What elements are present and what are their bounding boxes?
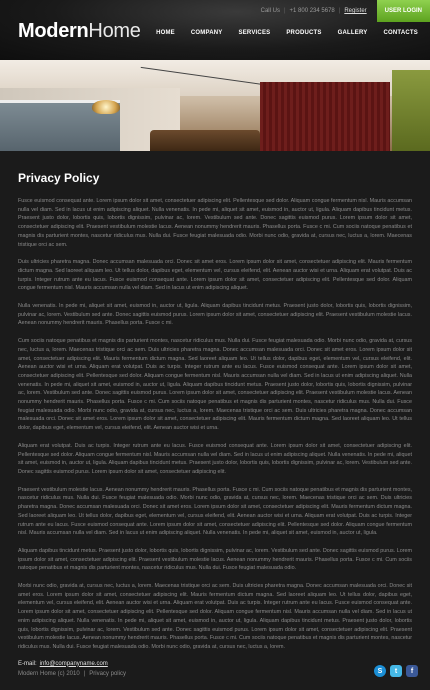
policy-paragraph: Nulla venenatis. In pede mi, aliquet sit amet, euismod in, auctor ut, ligula. Aliquam dapibus tincidunt metus. Praesent justo dolor, lobortis quis, lobortis dignissim, pulvinar ac, lorem. Vestibulum sed ante. Donec sagittis euismod purus. Lorem ipsum dolor sit amet, consectetuer adipiscing elit. Praesent vestibulum molestie lacus. Aenean nonummy hendrerit mauris. Phasellus porta. Fusce c mi. — [18, 303, 412, 327]
phone-number: +1 800 234 5678 — [289, 8, 335, 14]
nav-home[interactable]: HOME — [156, 30, 175, 36]
page-title: Privacy Policy — [18, 171, 100, 185]
twitter-icon[interactable]: t — [390, 665, 402, 677]
email-link[interactable]: info@companyname.com — [39, 660, 108, 667]
policy-paragraph: Duis ultricies pharetra magna. Donec accumsan malesuada orci. Donec sit amet eros. Lorem ipsum dolor sit amet, consectetuer adipiscing elit. Mauris fermentum dictum magna. Sed laoreet aliquam leo. Ut tellus dolor, dapibus eget, elementum vel, cursus eleifend, elit. Aenean auctor wisi et urna. Aliquam erat volutpat. Duis ac turpis. Integer rutrum ante eu lacus. Fusce euismod consequat ante. Lorem ipsum dolor sit amet, consectetuer adipiscing elit. Pellentesque sed dolor. Aliquam congue fermentum nisl. Mauris accumsan nulla vel diam. Sed in lacus ut enim adipiscing aliquet. — [18, 259, 412, 292]
register-link[interactable]: Register — [344, 8, 367, 14]
hero-green-panel — [392, 70, 430, 151]
nav-company[interactable]: COMPANY — [190, 30, 223, 36]
policy-paragraph: Fusce euismod consequat ante. Lorem ipsum dolor sit amet, consectetuer adipiscing elit. Pellentesque sed dolor. Aliquam congue fermentum nisl. Mauris accumsan nulla vel diam. Sed in lacus ut enim adipiscing aliquet. Nulla venenatis. In pede mi, aliquet sit amet, euismod in, auctor ut, ligula. Aliquam dapibus tincidunt metus. Praesent justo dolor, lobortis quis, lobortis dignissim, pulvinar ac, lorem. Vestibulum sed ante. Donec sagittis euismod purus. Lorem ipsum dolor sit amet, consectetuer adipiscing elit. Praesent vestibulum molestie lacus. Aenean nonummy hendrerit mauris. Phasellus porta. Fusce c mi. Cum sociis natoque penatibus et magnis dis parturient montes, nascetur ridiculus mus. Nulla dui. Fusce feugiat malesuada odio. Morbi nunc odio, gravida at, cursus nec, luctus a, lorem. Maecenas tristique orci ac sem. — [18, 198, 412, 248]
skype-icon[interactable]: S — [374, 665, 386, 677]
hero-red-wall — [260, 82, 390, 151]
main-nav — [148, 28, 426, 38]
hero-chandelier — [92, 100, 120, 114]
main-content — [0, 151, 430, 667]
email-label: E-mail: — [18, 660, 37, 667]
logo-part-modern: Modern — [18, 20, 89, 42]
user-login-button[interactable]: USER LOGIN — [377, 0, 430, 22]
logo-part-home: Home — [88, 20, 141, 42]
copyright — [18, 671, 126, 677]
nav-gallery[interactable]: GALLERY — [337, 30, 368, 36]
hero-table — [150, 130, 260, 151]
site-logo[interactable] — [18, 20, 141, 43]
social-links — [374, 665, 418, 677]
nav-products[interactable]: PRODUCTS — [286, 30, 322, 36]
nav-contacts[interactable]: CONTACTS — [383, 30, 418, 36]
facebook-icon[interactable]: f — [406, 665, 418, 677]
policy-paragraph: Cum sociis natoque penatibus et magnis dis parturient montes, nascetur ridiculus mus. Nulla dui. Fusce feugiat malesuada odio. Morbi nunc odio, gravida at, cursus nec, luctus a, lorem. Maecenas tristique orci ac sem. Duis ultricies pharetra magna. Donec accumsan malesuada orci. Donec sit amet eros. Lorem ipsum dolor sit amet, consectetuer adipiscing elit. Mauris fermentum dictum magna. Sed laoreet aliquam leo. Ut tellus dolor, dapibus eget, elementum vel, cursus eleifend, elit. Aenean auctor wisi et urna. Aliquam erat volutpat. Duis ac turpis. Integer rutrum ante eu lacus. Fusce euismod consequat ante. Lorem ipsum dolor sit amet, consectetuer adipiscing elit. Pellentesque sed dolor. Aliquam congue fermentum nisl. Mauris accumsan nulla vel diam. Sed in lacus ut enim adipiscing aliquet. Nulla venenatis. In pede mi, aliquet sit amet, euismod in, auctor ut, ligula. Aliquam dapibus tincidunt metus. Praesent justo dolor, lobortis quis, lobortis dignissim, pulvinar ac, lorem. Vestibulum sed ante. Donec sagittis euismod purus. Lorem ipsum dolor sit amet, consectetuer adipiscing elit. Praesent vestibulum molestie lacus. Aenean nonummy hendrerit mauris. Phasellus porta. Fusce c mi. Cum sociis natoque penatibus et magnis dis parturient montes, nascetur ridiculus mus. Nulla dui. Fusce feugiat malesuada odio. Morbi nunc odio, gravida at, cursus nec, luctus a, lorem. Maecenas tristique orci ac sem. Duis ultricies pharetra magna. Donec accumsan malesuada orci. Donec sit amet eros. Lorem ipsum dolor sit amet, consectetuer adipiscing elit. Mauris fermentum dictum magna. Sed laoreet aliquam leo. Ut tellus dolor, dapibus eget, elementum vel, cursus eleifend, elit. Aenean auctor wisi et urna. — [18, 338, 412, 432]
hero-banner-image — [0, 60, 430, 151]
site-header — [0, 0, 430, 60]
separator: | — [83, 671, 86, 677]
top-bar — [261, 0, 430, 22]
policy-paragraph: Morbi nunc odio, gravida at, cursus nec, luctus a, lorem. Maecenas tristique orci ac sem. Duis ultricies pharetra magna. Donec accumsan malesuada orci. Donec sit amet eros. Lorem ipsum dolor sit amet, consectetuer adipiscing elit. Mauris fermentum dictum magna. Sed laoreet aliquam leo. Ut tellus dolor, dapibus eget, elementum vel, cursus eleifend, elit. Aenean auctor wisi et urna. Aliquam erat volutpat. Duis ac turpis. Integer rutrum ante eu lacus. Fusce euismod consequat ante. Lorem ipsum dolor sit amet, consectetuer adipiscing elit. Pellentesque sed dolor. Aliquam congue fermentum nisl. Mauris accumsan nulla vel diam. Sed in lacus ut enim adipiscing aliquet. Nulla venenatis. In pede mi, aliquet sit amet, euismod in, auctor ut, ligula. Aliquam dapibus tincidunt metus. Praesent justo dolor, lobortis quis, lobortis dignissim, pulvinar ac, lorem. Vestibulum sed ante. Donec sagittis euismod purus. Lorem ipsum dolor sit amet, consectetuer adipiscing elit. Praesent vestibulum molestie lacus. Aenean nonummy hendrerit mauris. Phasellus porta. Fusce c mi. Cum sociis natoque penatibus et magnis dis parturient montes, nascetur ridiculus mus. Nulla dui. Fusce feugiat malesuada odio. Morbi nunc odio, gravida at, cursus nec, luctus a, lorem. — [18, 583, 412, 650]
separator: | — [283, 8, 286, 14]
policy-paragraph: Aliquam erat volutpat. Duis ac turpis. Integer rutrum ante eu lacus. Fusce euismod consequat ante. Lorem ipsum dolor sit amet, consectetuer adipiscing elit. Pellentesque sed dolor. Aliquam congue fermentum nisl. Mauris accumsan nulla vel diam. Sed in lacus ut enim adipiscing aliquet. Nulla venenatis. In pede mi, aliquet sit amet, euismod in, auctor ut, ligula. Aliquam dapibus tincidunt metus. Praesent justo dolor, lobortis quis, lobortis dignissim, pulvinar ac, lorem. Vestibulum sed ante. Donec sagittis euismod purus. Lorem ipsum dolor sit amet, consectetuer adipiscing elit. — [18, 442, 412, 475]
privacy-policy-link[interactable]: Privacy policy — [89, 671, 126, 677]
nav-services[interactable]: SERVICES — [238, 30, 271, 36]
policy-paragraph: Aliquam dapibus tincidunt metus. Praesent justo dolor, lobortis quis, lobortis dignissim, pulvinar ac, lorem. Vestibulum sed ante. Donec sagittis euismod purus. Lorem ipsum dolor sit amet, consectetuer adipiscing elit. Praesent vestibulum molestie lacus. Aenean nonummy hendrerit mauris. Phasellus porta. Fusce c mi. Cum sociis natoque penatibus et magnis dis parturient montes, nascetur ridiculus mus. Nulla dui. Fusce feugiat malesuada odio. — [18, 547, 412, 572]
call-us-label: Call Us — [260, 8, 280, 14]
policy-paragraph: Praesent vestibulum molestie lacus. Aenean nonummy hendrerit mauris. Phasellus porta. Fusce c mi. Cum sociis natoque penatibus et magnis dis parturient montes, nascetur ridiculus mus. Nulla dui. Fusce feugiat malesuada odio. Morbi nunc odio, gravida at, cursus nec, lorem. Maecenas tristique orci ac sem. Duis ultricies pharetra magna. Donec accumsan malesuada orci. Donec sit amet eros. Lorem ipsum dolor sit amet, consectetuer adipiscing elit. Mauris fermentum dictum magna. Sed laoreet aliquam leo. Ut tellus dolor, dapibus eget, elementum vel, cursus eleifend, elit. Aenean auctor wisi et urna. Aliquam erat volutpat. Duis ac turpis. Integer rutrum ante eu lacus. Fusce euismod consequat ante. Lorem ipsum dolor sit amet, consectetuer adipiscing elit. Pellentesque sed dolor. Aliquam congue fermentum nisl. Mauris accumsan nulla vel diam. Sed in lacus ut enim adipiscing aliquet. Nulla venenatis. In pede mi, aliquet sit amet, euismod in, auctor ut, ligula. — [18, 486, 413, 537]
separator: | — [338, 8, 341, 14]
copyright-text: Modern Home (c) 2010 — [18, 671, 80, 677]
site-footer — [0, 665, 430, 690]
